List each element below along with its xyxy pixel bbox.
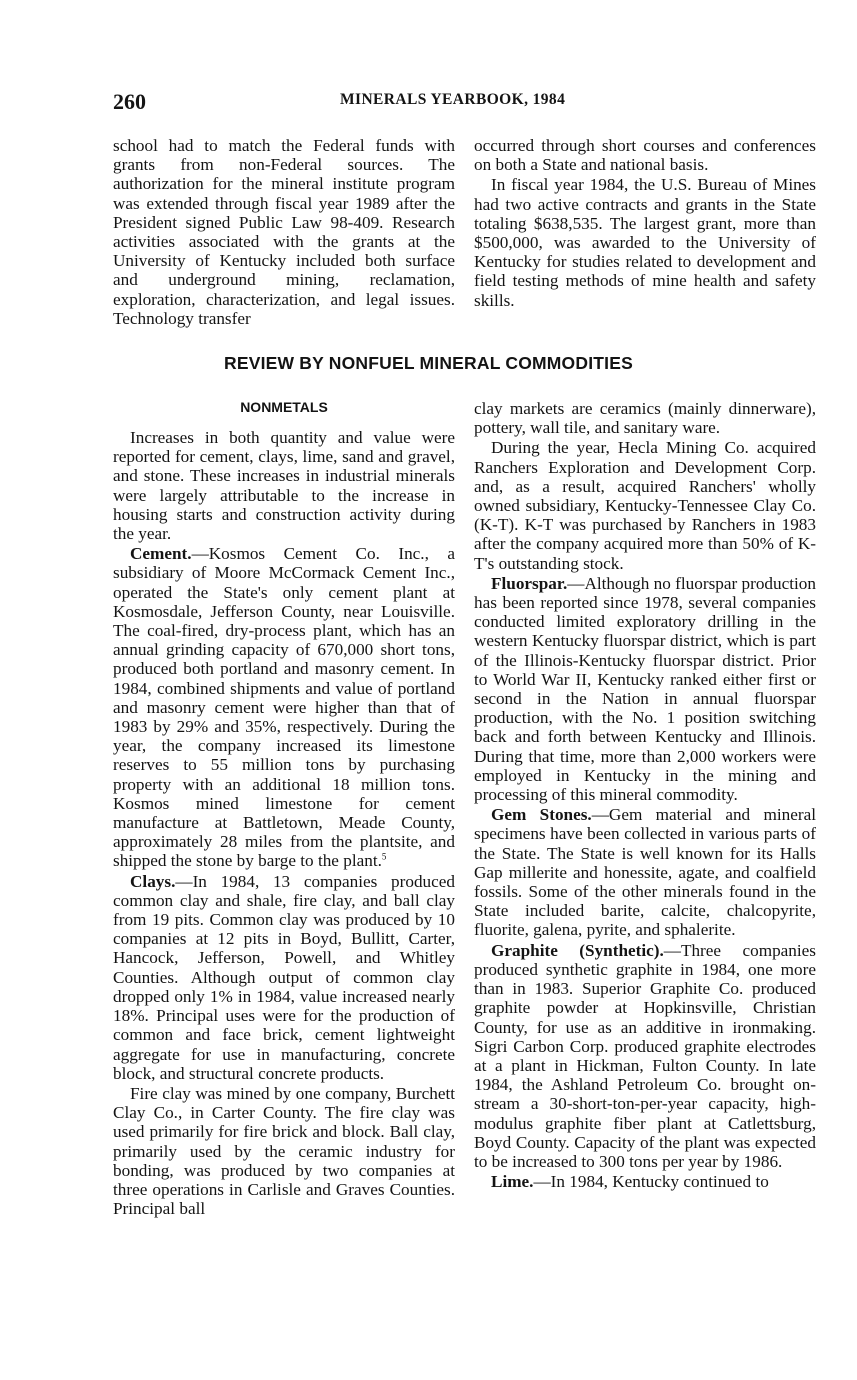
left-column — [113, 399, 455, 1218]
paragraph-technology-transfer: occurred through short courses and conferences on both a State and national basis. — [474, 136, 816, 175]
fluorspar-text: —Although no fluorspar production has been reported since 1978, several companies conducted limited exploratory drilling in the western Kentucky fluorspar district, which is part of the Illinois-Kentucky fluorspar district. Prior to World War II, Kentucky ranked either first or second in the Nation in annual fluorspar production, with the No. 1 position switching back and forth between Kentucky and Illinois. During that time, more than 2,000 workers were employed in Kentucky in the mining and processing of this mineral commodity. — [474, 573, 816, 805]
gem-stones-title: Gem Stones. — [491, 805, 592, 825]
paragraph-graphite — [474, 941, 816, 1171]
clays-title: Clays. — [130, 871, 176, 891]
footnote-marker: 5 — [381, 851, 387, 862]
paragraph-fire-clay: Fire clay was mined by one company, Burchett Clay Co., in Carter County. The fire clay was used primarily for fire brick and block. Ball clay, primarily used by the ceramic industry for bonding, was produced by two companies at three operations in Carlisle and Graves Counties. Principal ball — [113, 1083, 455, 1219]
paragraph-clay-markets: clay markets are ceramics (mainly dinnerware), pottery, wall tile, and sanitary ware. — [474, 399, 816, 438]
lime-title: Lime. — [491, 1172, 534, 1192]
running-title: MINERALS YEARBOOK, 1984 — [340, 91, 566, 108]
paragraph-hecla: During the year, Hecla Mining Co. acquired Ranchers Exploration and Development Corp. and, as a result, acquired Ranchers' wholly owned subsidiary, Kentucky-Tennessee Clay Co. (K-T). K-T was purchased by Ranchers in 1983 after the company acquired more than 50% of K-T's outstanding stock. — [474, 438, 816, 573]
lime-text: —In 1984, Kentucky continued to — [533, 1172, 769, 1192]
right-column — [474, 399, 816, 1191]
cement-text: —Kosmos Cement Co. Inc., a subsidiary of Moore McCormack Cement Inc., operated the State's only cement plant at Kosmosdale, Jefferson County, near Louisville. The coal-fired, dry-process plant, which has an annual grinding capacity of 670,000 short tons, produced both portland and masonry cement. In 1984, combined shipments and value of portland and masonry cement were higher than that of 1983 by 29% and 35%, respectively. During the year, the company increased its limestone reserves to 55 million tons by purchasing property with an additional 18 million tons. Kosmos mined limestone for cement manufacture at Battletown, Meade County, approximately 28 miles from the plantsite, and shipped the stone by barge to the plant. — [113, 544, 455, 871]
fluorspar-title: Fluorspar. — [491, 573, 568, 593]
page-number: 260 — [113, 89, 146, 114]
paragraph-federal-funds: school had to match the Federal funds with grants from non-Federal sources. The authorization for the mineral institute program was extended through fiscal year 1989 after the President signed Public Law 98-409. Research activities associated with the grants at the University of Kentucky included both surface and underground mining, reclamation, exploration, characterization, and legal issues. Technology transfer — [113, 136, 455, 328]
paragraph-cement — [113, 544, 455, 870]
graphite-text: —Three companies produced synthetic graphite in 1984, one more than in 1983. Superior Graphite Co. produced graphite powder at Hopkinsville, Christian County, for use as an additive in ironmaking. Sigri Carbon Corp. produced graphite electrodes at a plant in Hickman, Fulton County. In late 1984, the Ashland Petroleum Co. brought on-stream a 30-short-ton-per-year capacity, high-modulus graphite fiber plant at Catlettsburg, Boyd County. Capacity of the plant was expected to be increased to 300 tons per year by 1986. — [474, 940, 816, 1171]
paragraph-gem-stones — [474, 805, 816, 939]
paragraph-clays — [113, 872, 455, 1083]
section-heading: REVIEW BY NONFUEL MINERAL COMMODITIES — [224, 353, 633, 373]
top-right-column — [474, 136, 816, 310]
nonmetals-heading: NONMETALS — [240, 399, 328, 415]
graphite-title: Graphite (Synthetic). — [491, 940, 664, 960]
gem-stones-text: —Gem material and mineral specimens have been collected in various parts of the State. The State is well known for its Halls Gap millerite and honessite, agate, and coalfield fossils. Some of the other minerals found in the State included barite, calcite, chalcopyrite, fluorite, galena, pyrite, and sphalerite. — [474, 805, 816, 940]
paragraph-intro: Increases in both quantity and value were reported for cement, clays, lime, sand and gravel, and stone. These increases in industrial minerals were largely attributable to the increase in housing starts and construction activity during the year. — [113, 428, 455, 544]
paragraph-lime — [474, 1172, 816, 1191]
clays-text: —In 1984, 13 companies produced common clay and shale, fire clay, and ball clay from 19 pits. Common clay was produced by 10 companies at 12 pits in Boyd, Bullitt, Carter, Hancock, Jefferson, Powell, and Whitley Counties. Although output of common clay dropped only 1% in 1984, value increased nearly 18%. Principal uses were for the production of common and face brick, cement lightweight aggregate for use in manufacturing, concrete block, and structural concrete products. — [113, 871, 455, 1083]
cement-title: Cement. — [130, 544, 192, 564]
paragraph-fluorspar — [474, 574, 816, 804]
paragraph-bureau-grants: In fiscal year 1984, the U.S. Bureau of Mines had two active contracts and grants in the State totaling $638,535. The largest grant, more than $500,000, was awarded to the University of Kentucky for studies related to development and field testing methods of mine health and safety skills. — [474, 175, 816, 310]
top-left-column — [113, 136, 455, 328]
